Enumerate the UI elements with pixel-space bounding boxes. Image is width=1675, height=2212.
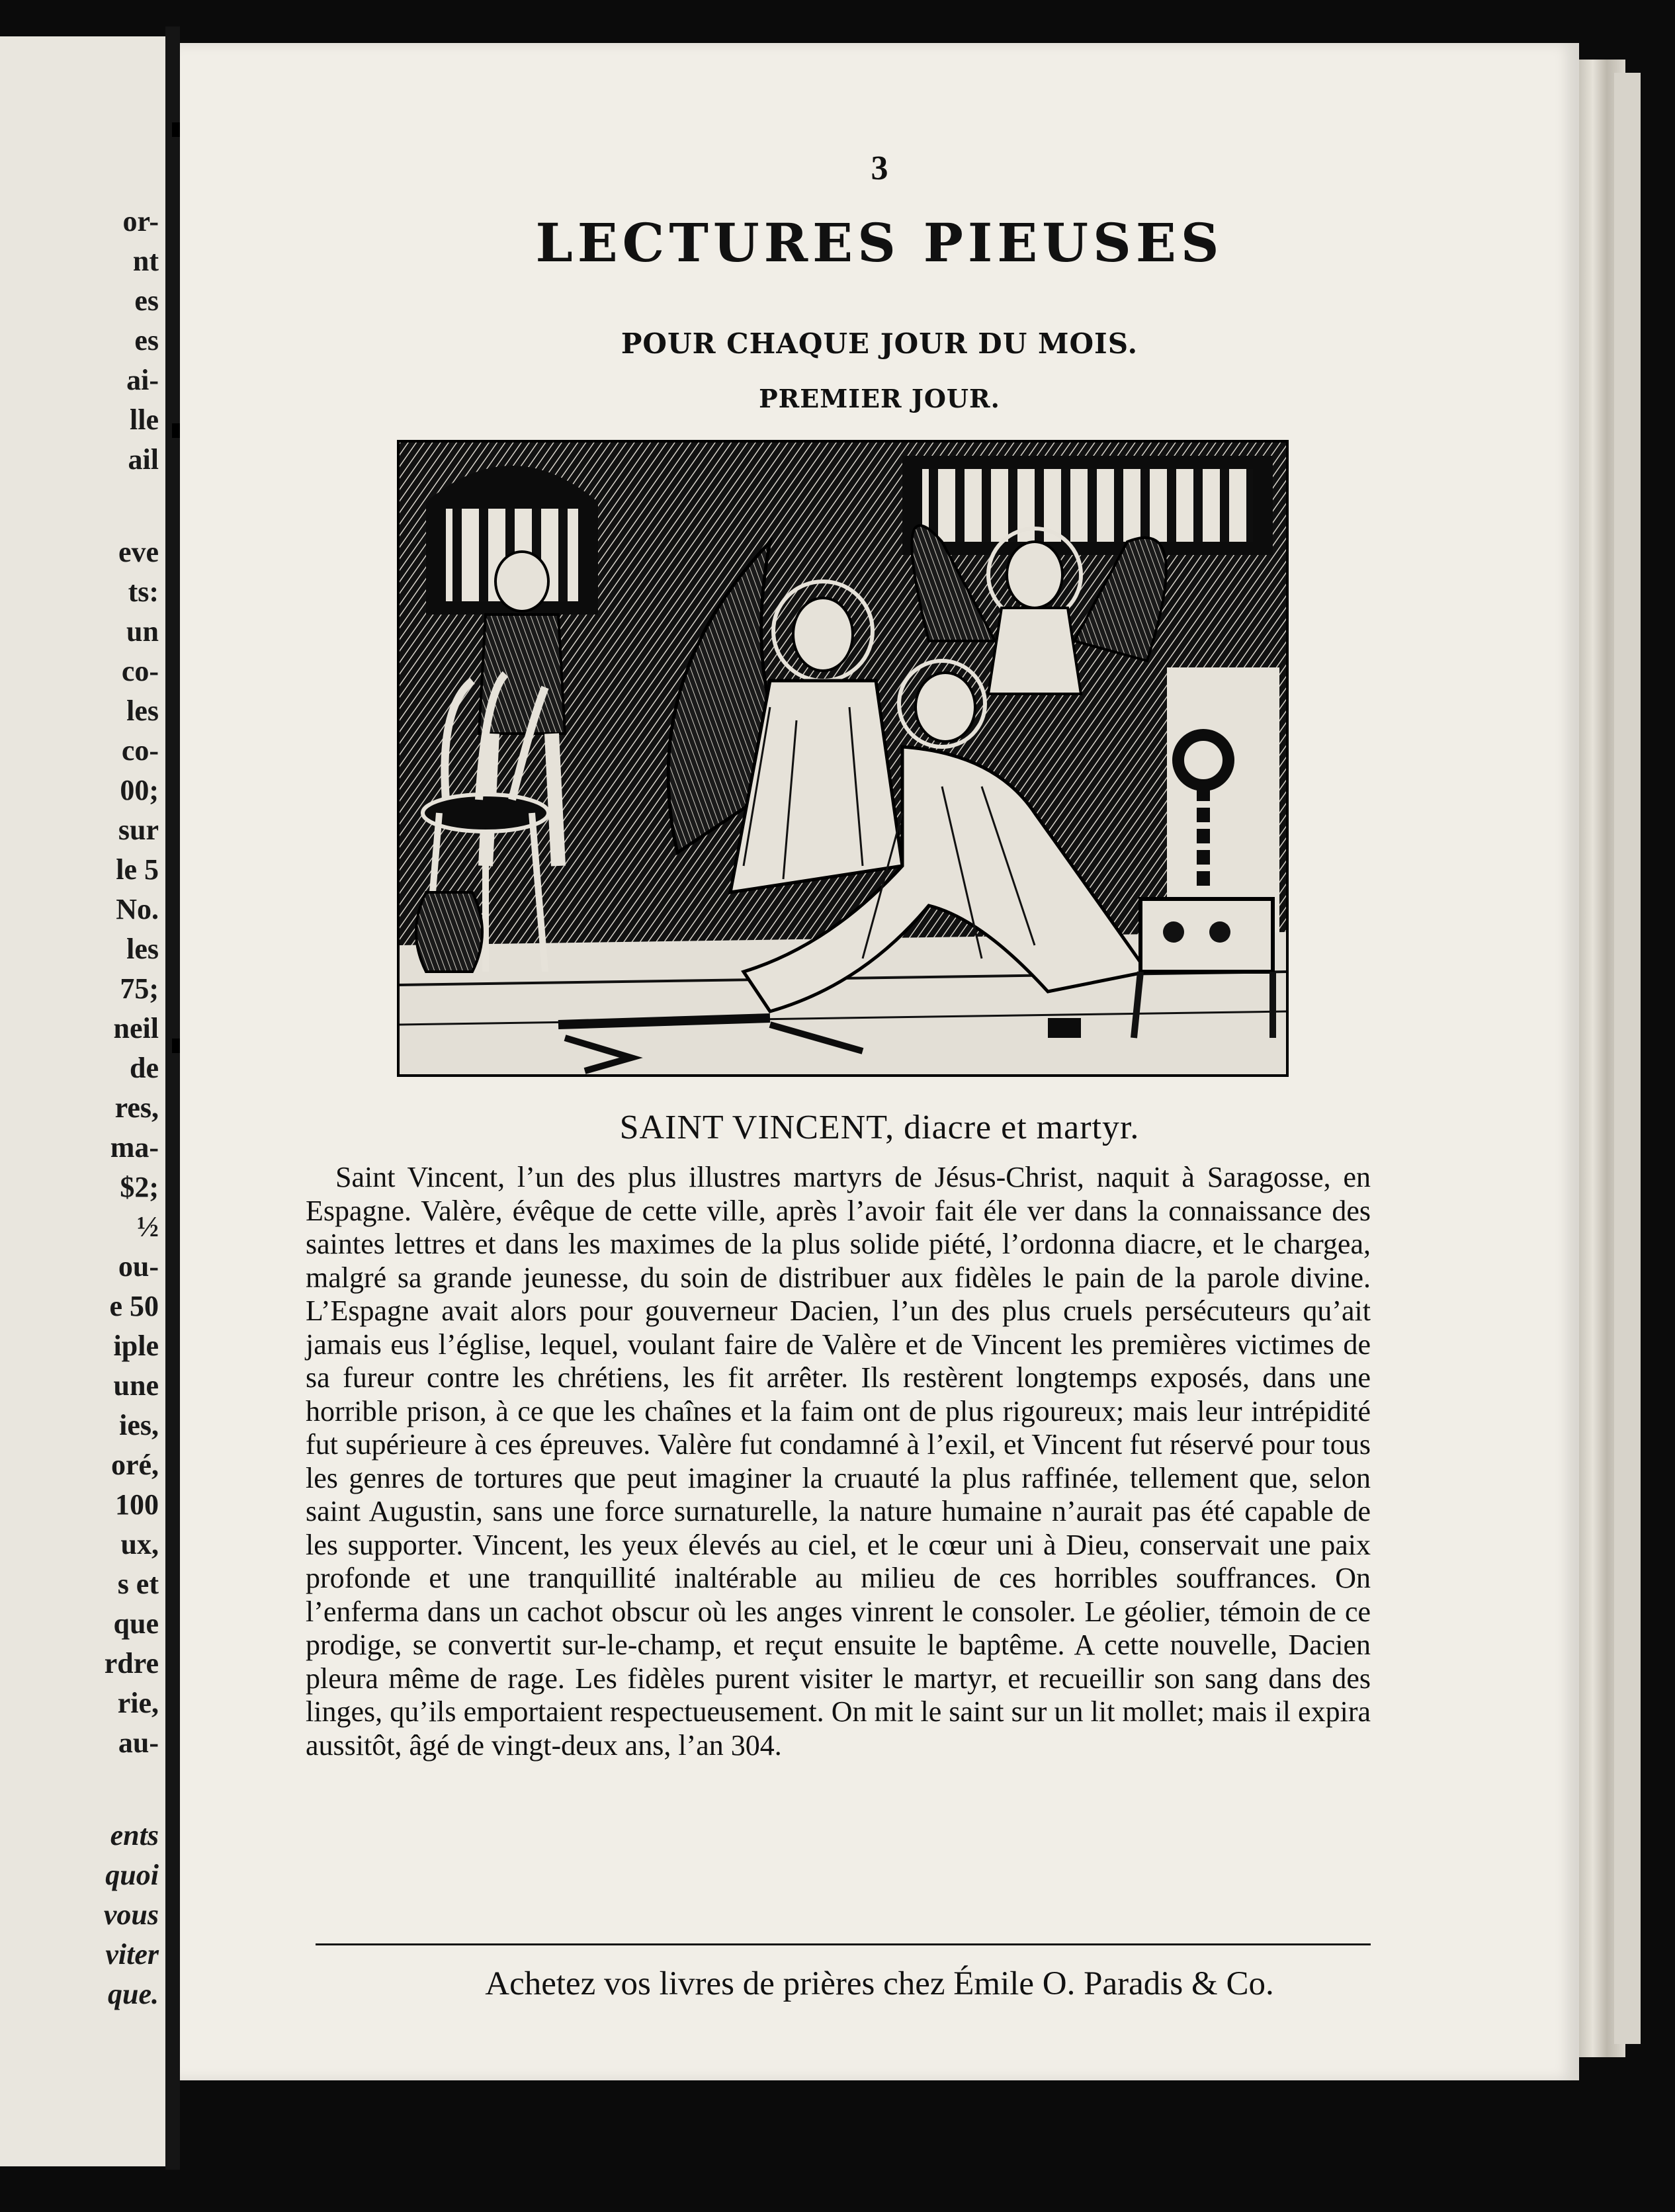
previous-page-fragment: rdre <box>104 1647 159 1680</box>
page-title: LECTURES PIEUSES <box>535 212 1224 274</box>
previous-page-fragment: que. <box>108 1978 159 2010</box>
previous-page-fragment: au- <box>118 1726 159 1759</box>
previous-page-fragment: sur <box>118 814 159 846</box>
previous-page-fragment: No. <box>116 893 159 925</box>
previous-page-fragment: ai- <box>126 364 159 396</box>
previous-page-fragment: ts: <box>128 575 159 608</box>
document-page <box>180 43 1579 2080</box>
previous-page-fragment: rie, <box>117 1687 159 1719</box>
previous-page-fragment: ma- <box>110 1131 159 1164</box>
previous-page-fragment <box>7 480 159 532</box>
binding-stitch <box>172 423 180 438</box>
footer-advertisement: Achetez vos livres de prières chez Émile O. Paradis & Co. <box>485 1965 1274 2002</box>
previous-page-fragment: es <box>134 324 159 357</box>
previous-page-fragment: ents <box>110 1819 159 1851</box>
page-number: 3 <box>871 149 888 187</box>
previous-page-fragment: viter <box>105 1938 159 1971</box>
previous-page-fragment: $2; <box>120 1171 159 1203</box>
previous-page-fragment: le 5 <box>116 853 159 886</box>
previous-page-fragment: 100 <box>115 1488 159 1521</box>
previous-page-fragment: nt <box>132 245 159 277</box>
previous-page-fragment: eve <box>118 536 159 568</box>
binding-stitch <box>172 122 180 137</box>
previous-page-fragment: 75; <box>120 972 159 1005</box>
previous-page-fragment: un <box>126 615 159 648</box>
previous-page-fragment: oré, <box>110 1449 159 1481</box>
previous-page-fragment: vous <box>103 1898 159 1931</box>
previous-page-spacer <box>7 1763 159 1816</box>
previous-page-fragment: or- <box>122 205 159 237</box>
previous-page-fragment: lle <box>130 404 159 436</box>
engraving-drawing <box>400 443 1286 1074</box>
previous-page-fragment: res, <box>114 1091 159 1124</box>
divider-rule <box>316 1943 1371 1945</box>
previous-page-fragment: e 50 <box>109 1290 159 1322</box>
previous-page-fragment: ail <box>128 443 159 476</box>
previous-page-fragment: neil <box>113 1012 159 1044</box>
previous-page-fragment: co- <box>121 734 159 767</box>
previous-page-strip <box>0 36 165 2166</box>
previous-page-fragment: co- <box>121 655 159 687</box>
previous-page-fragment: es <box>134 284 159 317</box>
previous-page-fragment: quoi <box>105 1859 159 1891</box>
day-heading: PREMIER JOUR. <box>759 384 1000 413</box>
engraving-illustration <box>397 440 1289 1077</box>
previous-page-fragment: s et <box>117 1568 159 1600</box>
previous-page-fragment: ou- <box>118 1250 159 1283</box>
previous-page-fragment: ½ <box>137 1211 159 1243</box>
previous-page-text <box>7 202 159 2014</box>
previous-page-fragment: 00; <box>120 774 159 806</box>
page-edges <box>1614 73 1641 2044</box>
previous-page-fragment: iple <box>113 1330 159 1362</box>
previous-page-fragment: les <box>126 933 159 965</box>
binding-stitch <box>172 1039 180 1053</box>
book-gutter <box>165 26 180 2170</box>
saint-heading: SAINT VINCENT, diacre et martyr. <box>619 1109 1140 1146</box>
previous-page-fragment: une <box>113 1369 159 1402</box>
previous-page-fragment: ux, <box>120 1528 159 1560</box>
previous-page-fragment: de <box>130 1052 159 1084</box>
page-subtitle: POUR CHAQUE JOUR DU MOIS. <box>621 327 1138 360</box>
previous-page-fragment: les <box>126 695 159 727</box>
previous-page-fragment: que <box>113 1607 159 1640</box>
body-paragraph: Saint Vincent, l’un des plus illustres martyrs de Jésus-Christ, naquit à Saragosse, en Espagne. Valère, évêque de cette ville, après l’avoir fait éle ver dans la connaissance des saintes lettres et dans les maximes de la plus solide piété, l’ordonna diacre, et le chargea, malgré sa grande jeunesse, du soin de distribuer aux fidèles le pain de la parole divine. L’Espagne avait alors pour gouverneur Dacien, l’un des plus cruels persécuteurs qu’ait jamais eus l’église, lequel, voulant faire de Valère et de Vincent les premières victimes de sa fureur contre les chrétiens, les fit arrêter. Ils restèrent longtemps exposés, dans une horrible prison, à ce que les chaînes et la faim ont de plus rigoureux; mais leur intrépidité fut supérieure à ces épreuves. Valère fut condamné à l’exil, et Vincent fut réservé pour tous les genres de tortures que peut imaginer la cruauté la plus raffinée, tellement que, selon saint Augustin, sans une force surnaturelle, la nature humaine n’aurait pas été capable de les supporter. Vincent, les yeux élevés au ciel, et le cœur uni à Dieu, conservait une paix profonde et une tranquillité inaltérable au milieu de ces horribles souffrances. On l’enferma dans un cachot obscur où les anges vinrent le consoler. Le géolier, témoin de ce prodige, se convertit sur-le-champ, et reçut ensuite le baptême. A cette nouvelle, Dacien pleura même de rage. Les fidèles purent visiter le martyr, et recueillir son sang dans des linges, qu’ils emportaient respectueusement. On mit le saint sur un lit mollet; mais il expira aussitôt, âgé de vingt-deux ans, l’an 304. <box>306 1161 1371 1762</box>
previous-page-fragment: ies, <box>119 1409 159 1441</box>
